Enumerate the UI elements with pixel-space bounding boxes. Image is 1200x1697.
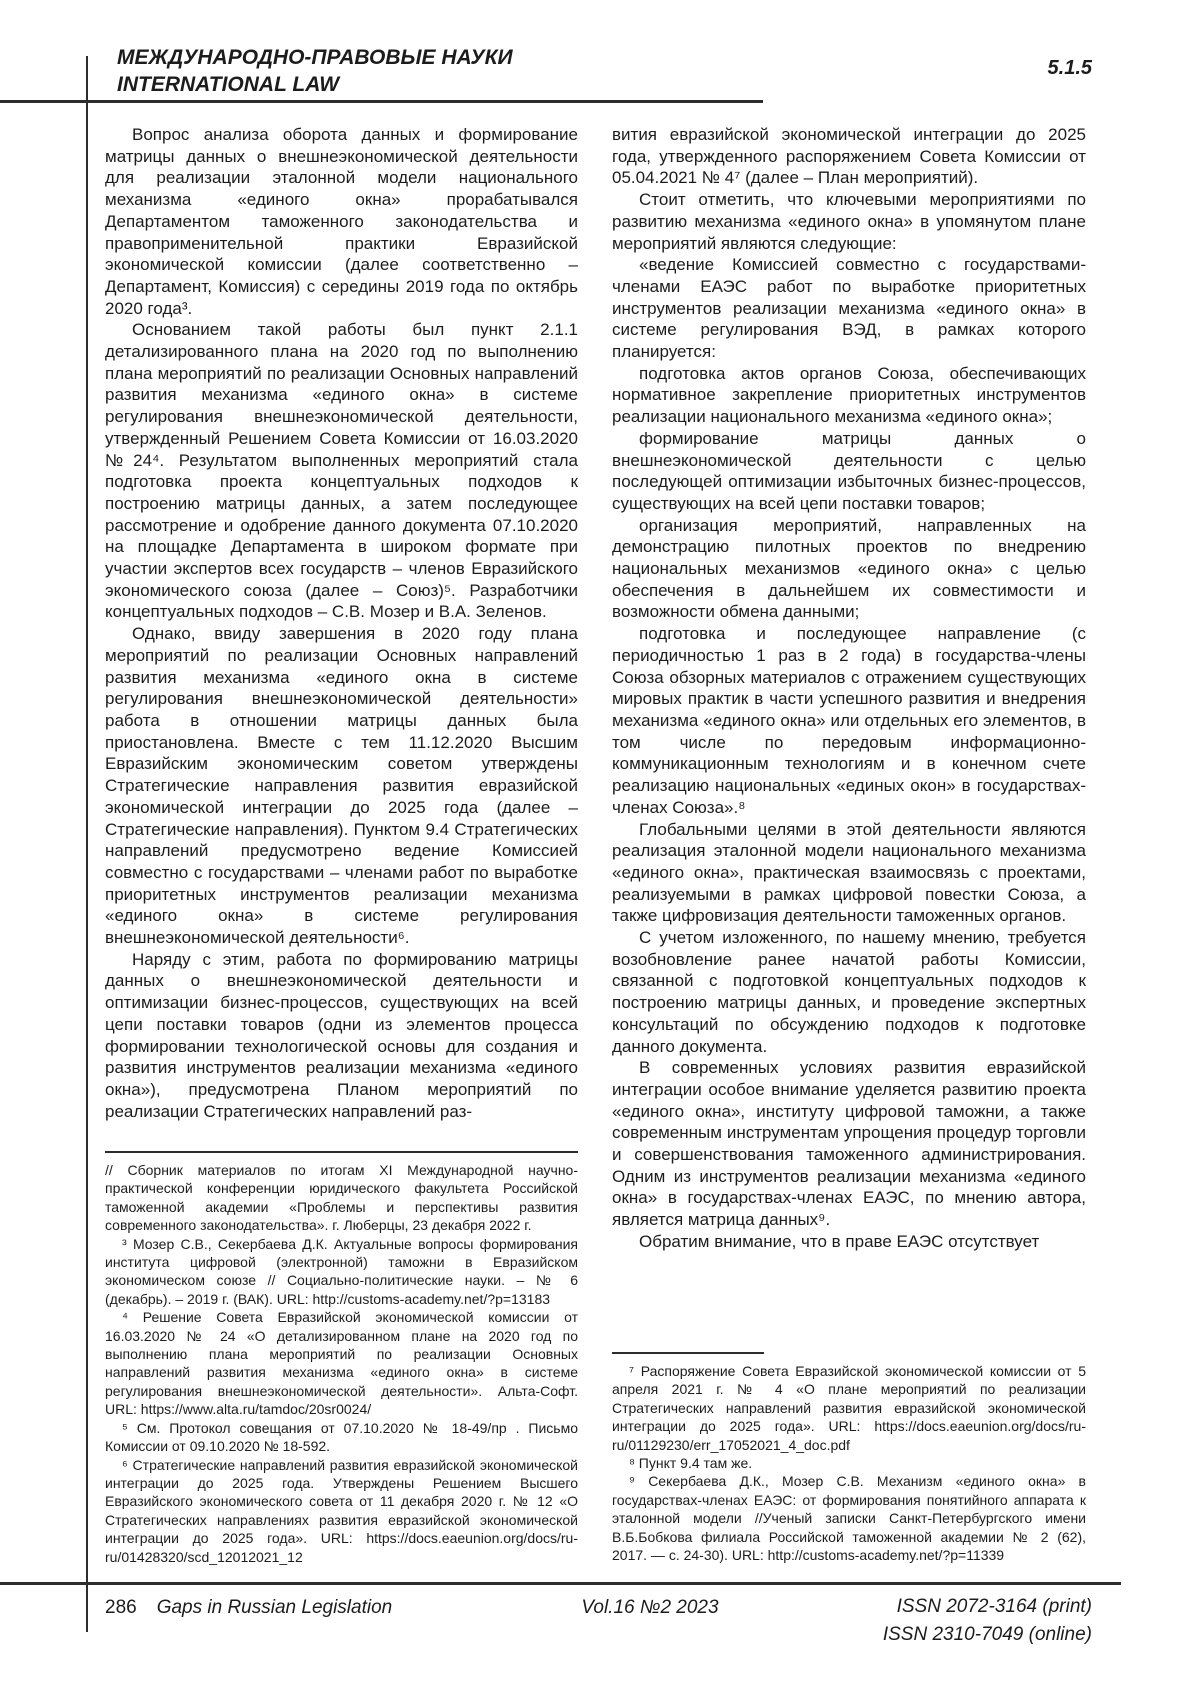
- footnote: ³ Мозер С.В., Секербаева Д.К. Актуальные вопросы формирования института цифровой (электронной) таможни в Евразийском экономическом союзе // Социально-политические науки. – № 6 (декабрь). – 2019 г. (ВАК). URL: http://customs-academy.net/?p=13183: [105, 1235, 578, 1307]
- footer-rule: [0, 1582, 1121, 1585]
- rubric-en: INTERNATIONAL LAW: [117, 73, 340, 96]
- page-header: [117, 44, 513, 98]
- column2-footnotes: [612, 1352, 1086, 1580]
- body-paragraph: вития евразийской экономической интеграции до 2025 года, утвержденного распоряжением Совета Комиссии от 05.04.2021 № 4⁷ (далее – План мероприятий).: [612, 125, 1086, 188]
- footnote: ⁹ Секербаева Д.К., Мозер С.В. Механизм «единого окна» в государствах-членах ЕАЭС: от формирования понятийного аппарата к эталонной модели //Ученый записки Санкт-Петербургского имени В.Б.Бобкова филиала Российской таможенной академии № 2 (62), 2017. — с. 24-30). URL: http://customs-academy.net/?p=11339: [612, 1473, 1086, 1564]
- body-paragraph: «ведение Комиссией совместно с государствами-членами ЕАЭС работ по выработке приоритетных инструментов реализации механизма «единого окна» в системе регулирования ВЭД, в рамках которого планируется:: [612, 255, 1086, 362]
- footer-issn: [700, 1593, 1092, 1649]
- body-paragraph: С учетом изложенного, по нашему мнению, требуется возобновление ранее начатой работы Комиссии, связанной с подготовкой концептуальных подходов к построению матрицы данных, и проведение экспертных консультаций по обсуждению подходов к подготовке данного документа.: [612, 928, 1086, 1056]
- body-paragraph: подготовка актов органов Союза, обеспечивающих нормативное закрепление приоритетных инструментов реализации национального механизма «единого окна»;: [612, 363, 1086, 427]
- issn-online: ISSN 2310-7049 (online): [882, 1624, 1092, 1645]
- journal-title: Gaps in Russian Legislation: [156, 1597, 393, 1618]
- column2-body: [612, 124, 1086, 1351]
- issn-print: ISSN 2072-3164 (print): [896, 1596, 1092, 1617]
- footnote: // Сборник материалов по итогам XI Международной научно-практической конференции юридического факультета Российской таможенной академии «Проблемы и перспективы развития современного законодательства». г. Люберцы, 23 декабря 2022 г.: [105, 1162, 578, 1234]
- body-paragraph: В современных условиях развития евразийской интеграции особое внимание уделяется развитию проекта «единого окна», институту цифровой таможни, а также современным инструментам упрощения процедур торговли и совершенствования таможенного администрирования. Одним из инструментов реализации механизма «единого окна» в государствах-членах ЕАЭС, по мнению автора, является матрица данных⁹.: [612, 1058, 1086, 1230]
- body-paragraph: подготовка и последующее направление (с периодичностью 1 раз в 2 года) в государства-члены Союза обзорных материалов с отражением существующих мировых практик в части успешного развития и внедрения механизма «единого окна» или отдельных его элементов, в том числе по передовым информационно-коммуникационным технологиям и в конечном счете реализацию национальных «единых окон» в государствах-членах Союза».⁸: [612, 624, 1086, 817]
- body-paragraph: Вопрос анализа оборота данных и формирование матрицы данных о внешнеэкономической деятельности для реализации эталонной модели национального механизма «единого окна» прорабатывался Департаментом таможенного законодательства и правоприменительной практики Евразийской экономической комиссии (далее соответственно – Департамент, Комиссия) с середины 2019 года по октябрь 2020 года³.: [105, 125, 578, 318]
- left-margin-line: [86, 56, 88, 1632]
- section-code: 5.1.5: [1047, 57, 1092, 79]
- body-paragraph: Однако, ввиду завершения в 2020 году плана мероприятий по реализации Основных направлений развития механизма «единого окна в системе регулирования внешнеэкономической деятельности» работа в отношении матрицы данных была приостановлена. Вместе с тем 11.12.2020 Высшим Евразийским экономическим советом утверждены Стратегические направления развития евразийской экономической интеграции до 2025 года (далее – Стратегические направления). Пунктом 9.4 Стратегических направлений предусмотрено ведение Комиссией совместно с государствами – членами работ по выработке приоритетных инструментов реализации механизма «единого окна» в системе регулирования внешнеэкономической деятельности⁶.: [105, 624, 578, 948]
- body-paragraph: организация мероприятий, направленных на демонстрацию пилотных проектов по внедрению национальных механизмов «единого окна» с целью обеспечения в дальнейшем их совместимости и возможности обмена данными;: [612, 515, 1086, 622]
- rubric-ru: МЕЖДУНАРОДНО-ПРАВОВЫЕ НАУКИ: [117, 46, 513, 69]
- body-paragraph: Глобальными целями в этой деятельности являются реализация эталонной модели национального механизма «единого окна», практическая взаимосвязь с проектами, реализуемыми в рамках цифровой повестки Союза, а также цифровизация деятельности таможенных органов.: [612, 819, 1086, 926]
- footer-left: [105, 1597, 392, 1619]
- footnote: ⁶ Стратегические направлений развития евразийской экономической интеграции до 2025 года. Утверждены Решением Высшего Евразийского экономического совета от 11 декабря 2020 г. № 12 «О Стратегических направлениях развития евразийской экономической интеграции до 2025 года». URL: https://docs.eaeunion.org/docs/ru-ru/01428320/scd_12012021_12: [105, 1456, 578, 1565]
- column1-body: [105, 124, 578, 1150]
- body-paragraph: Стоит отметить, что ключевыми мероприятиями по развитию механизма «единого окна» в упомянутом плане мероприятий являются следующие:: [612, 190, 1086, 253]
- column1-footnotes: [105, 1151, 578, 1577]
- body-paragraph: Обратим внимание, что в праве ЕАЭС отсутствует: [639, 1231, 1040, 1251]
- body-paragraph: формирование матрицы данных о внешнеэкономической деятельности с целью последующей оптимизации избыточных бизнес-процессов, существующих на всей цепи поставки товаров;: [612, 428, 1086, 513]
- volume-issue: Vol.16 №2 2023: [581, 1597, 719, 1618]
- footnote: ⁵ См. Протокол совещания от 07.10.2020 № 18-49/пр . Письмо Комиссии от 09.10.2020 № 18-592.: [105, 1419, 578, 1455]
- footnote: ⁷ Распоряжение Совета Евразийской экономической комиссии от 5 апреля 2021 г. № 4 «О плане мероприятий по реализации Стратегических направлений развития евразийской экономической интеграции до 2025 года». URL: https://docs.eaeunion.org/docs/ru-ru/01129230/err_17052021_4_doc.pdf: [612, 1363, 1086, 1453]
- body-paragraph: Основанием такой работы был пункт 2.1.1 детализированного плана на 2020 год по выполнению плана мероприятий по реализации Основных направлений развития механизма «единого окна» в системе регулирования внешнеэкономической деятельности, утвержденный Решением Совета Комиссии от 16.03.2020 №24⁴. Результатом выполненных мероприятий стала подготовка проекта концептуальных подходов к построению матрицы данных, а затем последующее рассмотрение и одобрение данного документа 07.10.2020 на площадке Департамента в широком формате при участии экспертов всех государств – членов Евразийского экономического союза (далее – Союз)⁵. Разработчики концептуальных подходов – С.В. Мозер и В.А. Зеленов.: [105, 320, 578, 622]
- page-number: 286: [105, 1597, 137, 1618]
- footnote: ⁸ Пункт 9.4 там же.: [629, 1455, 753, 1472]
- footnote: ⁴ Решение Совета Евразийской экономической комиссии от 16.03.2020 № 24 «О детализированном плане на 2020 год по выполнению плана мероприятий по реализации Основных направлений развития механизма «единого окна» в системе регулирования внешнеэкономической деятельности». Альта-Софт. URL: https://www.alta.ru/tamdoc/20sr0024/: [105, 1309, 578, 1418]
- body-paragraph: Наряду с этим, работа по формированию матрицы данных о внешнеэкономической деятельности и оптимизации бизнес-процессов, существующих на всей цепи поставки товаров (одни из элементов процесса формировании технологической основы для создания и развития инструментов реализации механизма «единого окна»), предусмотрена Планом мероприятий по реализации Стратегических направлений раз-: [105, 949, 578, 1121]
- header-rule: [0, 100, 763, 103]
